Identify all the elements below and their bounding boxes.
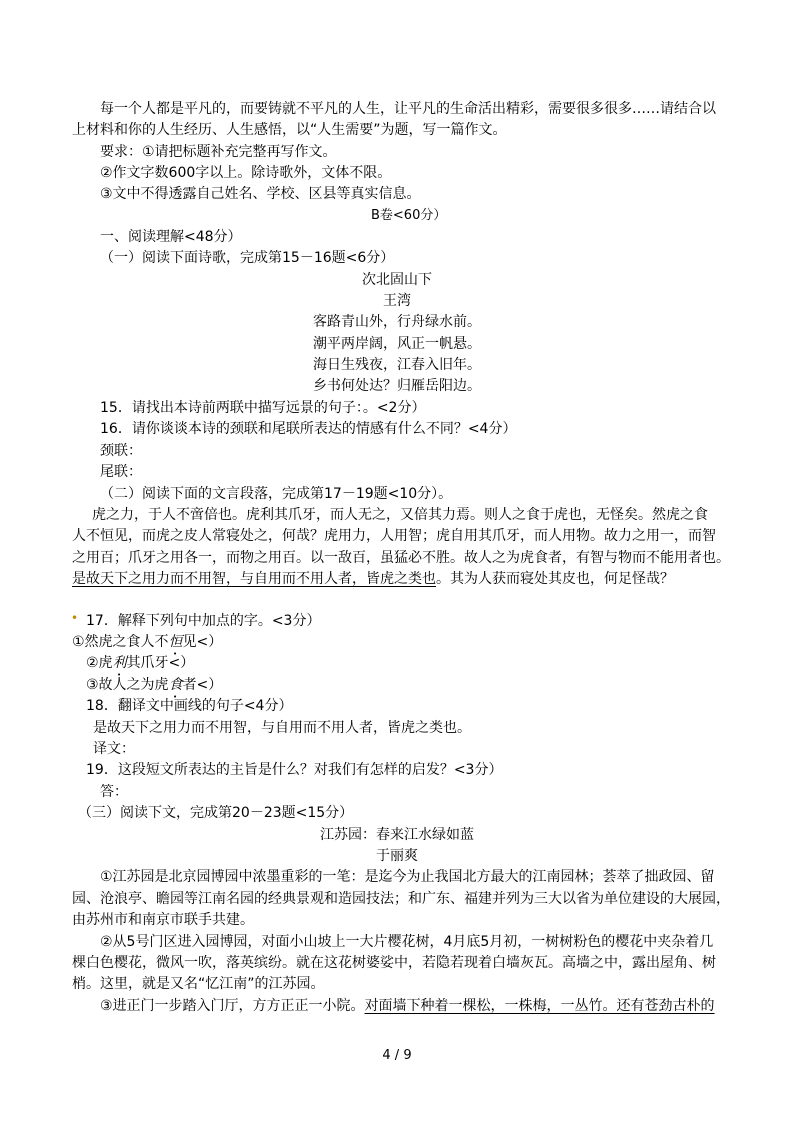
classical-line-2: 人不恒见，而虎之皮人常寝处之，何哉？虎用力，人用智；虎自用其爪牙，而人用物。故力之用一，而智 [72, 528, 716, 544]
q17-2-blank: 其爪牙<） [126, 655, 195, 671]
bullet-marker: • [71, 611, 79, 625]
classical-line-4-tail: 。其为人获而寝处其皮也，何足怪哉？ [436, 571, 674, 587]
modern-p3-text: ③进正门一步踏入门厅，方方正正一小院。 [100, 998, 365, 1014]
q17-3-blank: 者<） [182, 677, 223, 693]
question-15: 15．请找出本诗前两联中描写远景的句子：。<2分） [100, 400, 426, 416]
classical-intro: （二）阅读下面的文言段落，完成第17－19题<10分）。 [100, 486, 453, 502]
answer-label-weilian: 尾联： [100, 464, 142, 480]
requirement-1: 要求：①请把标题补充完整再写作文。 [100, 144, 337, 160]
q17-3-dotted-char: 食 [168, 677, 183, 693]
question-16: 16．请你谈谈本诗的颈联和尾联所表达的情感有什么不同？<4分） [100, 421, 517, 437]
poem-title: 次北固山下 [362, 272, 432, 288]
composition-line-1: 每一个人都是平凡的，而要铸就不平凡的人生，让平凡的生命活出精彩，需要很多很多……请结合以 [100, 101, 716, 117]
q17-1-dotted-char: 恒 [168, 634, 183, 650]
modern-p1-line-1: ①江苏园是北京园博园中浓墨重彩的一笔：是迄今为止我国北方最大的江南园林；荟萃了拙政园、留 [100, 869, 715, 885]
modern-p1-line-3: 由苏州市和南京市联手共建。 [72, 912, 254, 928]
answer-label-jinglian: 颈联： [100, 443, 142, 459]
poem-line-3: 海日生残夜，江春入旧年。 [313, 357, 481, 373]
question-19: 19．这段短文所表达的主旨是什么？对我们有怎样的启发？<3分） [86, 762, 503, 778]
modern-p1-line-2: 园、沧浪亭、瞻园等江南名园的经典景观和造园技法；和广东、福建并列为三大以省为单位建设的大展园， [72, 891, 730, 907]
q17-3-text: ③故人之为虎 [86, 677, 169, 693]
underlined-sentence: 是故天下之用力而不用智，与自用而不用人者，皆虎之类也 [72, 571, 436, 587]
poem-line-4: 乡书何处达？归雁岳阳边。 [313, 378, 481, 394]
poem-author: 王湾 [383, 293, 411, 309]
modern-p2-line-3: 梢。这里，就是又名“忆江南”的江苏园。 [72, 976, 325, 992]
composition-line-2: 上材料和你的人生经历、人生感悟，以“人生需要”为题，写一篇作文。 [72, 122, 507, 138]
question-18: 18．翻译文中画线的句子<4分） [86, 698, 293, 714]
modern-title: 江苏园：春来江水绿如蓝 [320, 827, 474, 843]
modern-intro: （三）阅读下文，完成第20－23题<15分） [78, 805, 354, 821]
classical-line-4 [72, 569, 674, 589]
modern-p3-underlined: 对面墙下种着一棵松，一株梅，一丛竹。还有苍劲古朴的 [364, 998, 715, 1014]
question-18-answer-label: 译文： [93, 741, 135, 757]
section-b-heading: B卷<60分） [371, 208, 447, 223]
q17-1-blank: 见<） [182, 634, 223, 650]
modern-p2-line-1: ②从5号门区进入园博园，对面小山坡上一大片樱花树，4月底5月初，一树树粉色的樱花中夹杂着几 [100, 934, 714, 950]
page-number: 4 / 9 [382, 1048, 412, 1063]
reading-header: 一、阅读理解<48分） [100, 229, 242, 245]
classical-line-3: 之用百；爪牙之用各一，而物之用百。以一敌百，虽猛必不胜。故人之为虎食者，有智与物而不能用者也。 [72, 550, 730, 566]
poem-line-1: 客路青山外，行舟绿水前。 [313, 314, 481, 330]
q17-2-text: ②虎 [86, 655, 113, 671]
question-19-answer-label: 答： [100, 784, 128, 800]
requirement-3: ③文中不得透露自己姓名、学校、区县等真实信息。 [100, 186, 421, 202]
modern-author: 于丽爽 [376, 848, 418, 864]
question-18-sentence: 是故天下之用力而不用智，与自用而不用人者，皆虎之类也。 [93, 720, 471, 736]
requirement-2: ②作文字数600字以上。除诗歌外，文体不限。 [100, 165, 392, 181]
q17-2-dotted-char: 利 [112, 655, 127, 671]
modern-p3-line-1 [100, 996, 715, 1016]
classical-line-1: 虎之力，于人不啻倍也。虎利其爪牙，而人无之，又倍其力焉。则人之食于虎也，无怪矣。然虎之食 [92, 507, 708, 523]
poem-intro: （一）阅读下面诗歌，完成第15－16题<6分） [100, 250, 395, 266]
question-17: 17．解释下列句中加点的字。<3分） [86, 613, 321, 629]
modern-p2-line-2: 棵白色樱花，微风一吹，落英缤纷。就在这花树婆娑中，若隐若现着白墙灰瓦。高墙之中，露出屋角、树 [72, 955, 716, 971]
q17-1-text: ①然虎之食人不 [72, 634, 169, 650]
poem-line-2: 潮平两岸阔，风正一帆悬。 [313, 336, 481, 352]
